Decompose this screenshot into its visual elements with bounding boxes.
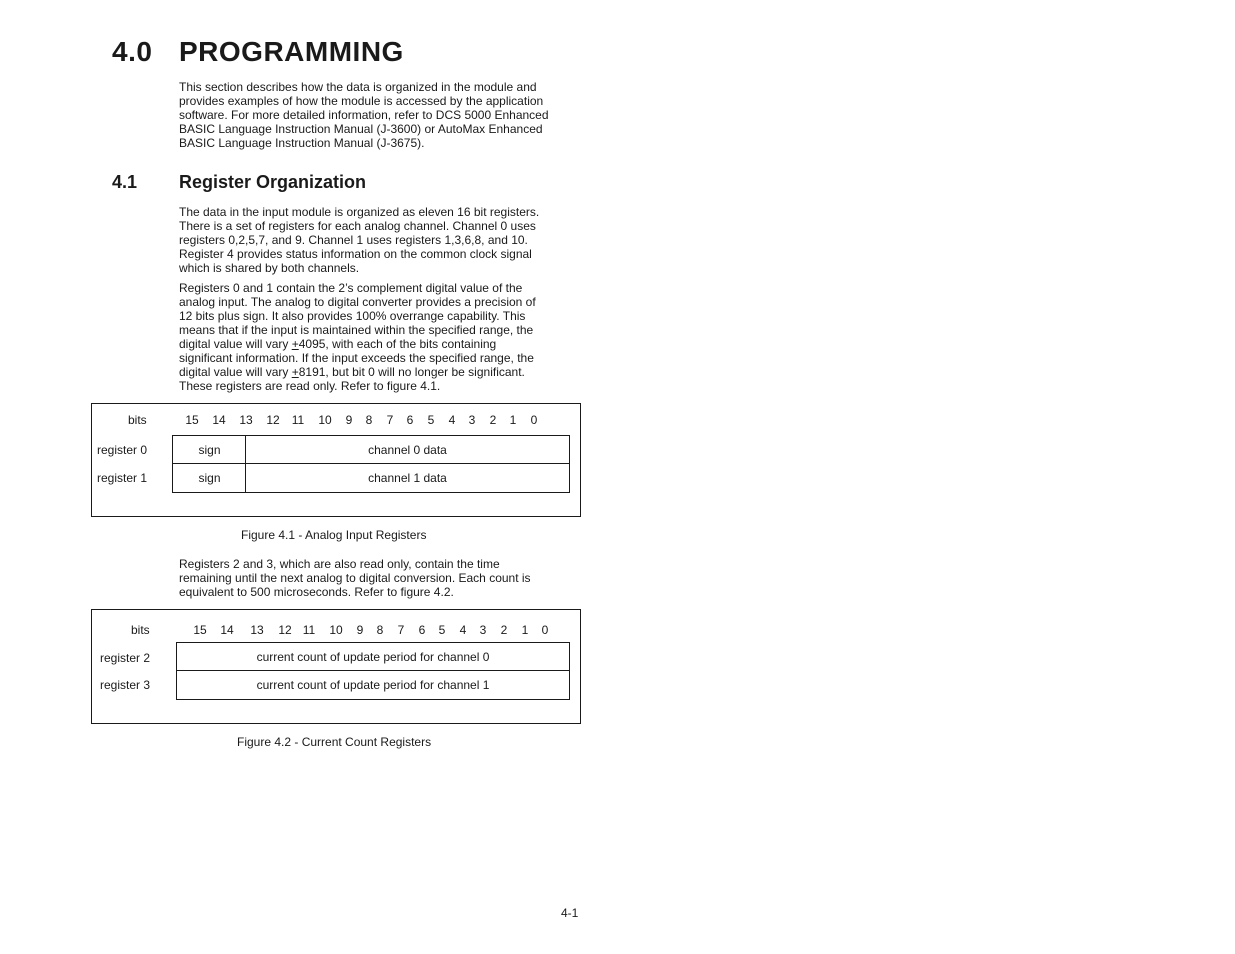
bits-label: bits <box>131 623 150 637</box>
paragraph-line: These registers are read only. Refer to figure 4.1. <box>179 379 441 393</box>
register-1-label: register 1 <box>97 471 148 485</box>
chapter-title: PROGRAMMING <box>179 36 404 67</box>
bit-number: 7 <box>386 413 394 427</box>
bit-number: 5 <box>438 623 446 637</box>
bit-number: 2 <box>500 623 508 637</box>
figure-4-1-caption: Figure 4.1 - Analog Input Registers <box>241 528 427 542</box>
section-number: 4.1 <box>112 172 138 192</box>
paragraph-line: equivalent to 500 microseconds. Refer to figure 4.2. <box>179 585 454 599</box>
paragraph-line: Register 4 provides status information on the common clock signal <box>179 247 532 261</box>
bit-number: 4 <box>448 413 456 427</box>
bit-number: 14 <box>220 623 234 637</box>
bit-number: 8 <box>376 623 384 637</box>
sign-label: sign <box>198 471 221 485</box>
bit-number: 0 <box>541 623 549 637</box>
register-0-label: register 0 <box>97 443 148 457</box>
text-run: 8191, but bit 0 will no longer be significant. <box>298 365 525 379</box>
bit-number: 5 <box>427 413 435 427</box>
register-2-label: register 2 <box>100 651 151 665</box>
paragraph-line: registers 0,2,5,7, and 9. Channel 1 uses registers 1,3,6,8, and 10. <box>179 233 528 247</box>
register-3-data-cell <box>176 670 570 700</box>
bit-number: 8 <box>365 413 373 427</box>
bits-label: bits <box>128 413 147 427</box>
bit-number: 6 <box>418 623 426 637</box>
intro-line: BASIC Language Instruction Manual (J-3600) or AutoMax Enhanced <box>179 122 543 136</box>
bit-number: 10 <box>318 413 332 427</box>
page-number: 4-1 <box>561 906 579 920</box>
paragraph-line: significant information. If the input exceeds the specified range, the <box>179 351 534 365</box>
paragraph-line <box>179 337 579 351</box>
intro-paragraph <box>179 80 579 150</box>
paragraph-line: remaining until the next analog to digital conversion. Each count is <box>179 571 531 585</box>
bit-number: 10 <box>329 623 343 637</box>
sign-label: sign <box>198 442 221 457</box>
bit-number: 6 <box>406 413 414 427</box>
bit-number: 2 <box>489 413 497 427</box>
register-2-data-cell <box>176 642 570 671</box>
paragraph-line: 12 bits plus sign. It also provides 100% overrange capability. This <box>179 309 526 323</box>
plus-minus-symbol: + <box>291 337 299 351</box>
text-run: digital value will vary <box>179 337 292 351</box>
bit-number: 14 <box>212 413 226 427</box>
paragraph-line: analog input. The analog to digital converter provides a precision of <box>179 295 536 309</box>
bit-number: 1 <box>509 413 517 427</box>
bit-number: 1 <box>521 623 529 637</box>
bit-number: 13 <box>250 623 264 637</box>
intro-line: This section describes how the data is organized in the module and <box>179 80 537 94</box>
bit-number: 3 <box>479 623 487 637</box>
bit-number: 13 <box>239 413 253 427</box>
register-0-data-cell <box>245 435 570 464</box>
bit-number: 15 <box>193 623 207 637</box>
bit-number: 9 <box>356 623 364 637</box>
text-run: digital value will vary <box>179 365 292 379</box>
chapter-number: 4.0 <box>112 36 153 67</box>
paragraph-register-overview <box>179 205 579 275</box>
paragraph-line: Registers 0 and 1 contain the 2’s complement digital value of the <box>179 281 523 295</box>
paragraph-line: Registers 2 and 3, which are also read only, contain the time <box>179 557 500 571</box>
paragraph-line: means that if the input is maintained within the specified range, the <box>179 323 534 337</box>
paragraph-registers-2-3 <box>179 557 579 599</box>
bit-number: 11 <box>302 623 316 637</box>
figure-4-2-caption: Figure 4.2 - Current Count Registers <box>237 735 432 749</box>
intro-line: BASIC Language Instruction Manual (J-3675). <box>179 136 425 150</box>
bit-number: 7 <box>397 623 405 637</box>
register-1-data-cell <box>245 463 570 493</box>
register-1-sign-cell <box>172 463 247 493</box>
paragraph-line: The data in the input module is organized as eleven 16 bit registers. <box>179 205 540 219</box>
data-label: current count of update period for channel 0 <box>256 649 490 664</box>
bit-number: 3 <box>468 413 476 427</box>
paragraph-line: which is shared by both channels. <box>179 261 360 275</box>
bit-number: 12 <box>278 623 292 637</box>
bit-number: 4 <box>459 623 467 637</box>
section-title: Register Organization <box>179 172 367 192</box>
paragraph-registers-0-1 <box>179 281 579 393</box>
register-3-label: register 3 <box>100 678 151 692</box>
plus-minus-symbol: + <box>291 365 299 379</box>
bit-number: 11 <box>291 413 305 427</box>
bit-number: 15 <box>185 413 199 427</box>
intro-line: software. For more detailed information, refer to DCS 5000 Enhanced <box>179 108 549 122</box>
intro-line: provides examples of how the module is accessed by the application <box>179 94 544 108</box>
bit-number: 12 <box>266 413 280 427</box>
paragraph-line <box>179 365 579 379</box>
data-label: current count of update period for channel 1 <box>256 678 490 692</box>
text-run: 4095, with each of the bits containing <box>298 337 497 351</box>
bit-number: 9 <box>345 413 353 427</box>
register-0-sign-cell <box>172 435 247 464</box>
bit-number: 0 <box>530 413 538 427</box>
data-label: channel 0 data <box>368 442 447 457</box>
paragraph-line: There is a set of registers for each analog channel. Channel 0 uses <box>179 219 536 233</box>
data-label: channel 1 data <box>368 471 447 485</box>
